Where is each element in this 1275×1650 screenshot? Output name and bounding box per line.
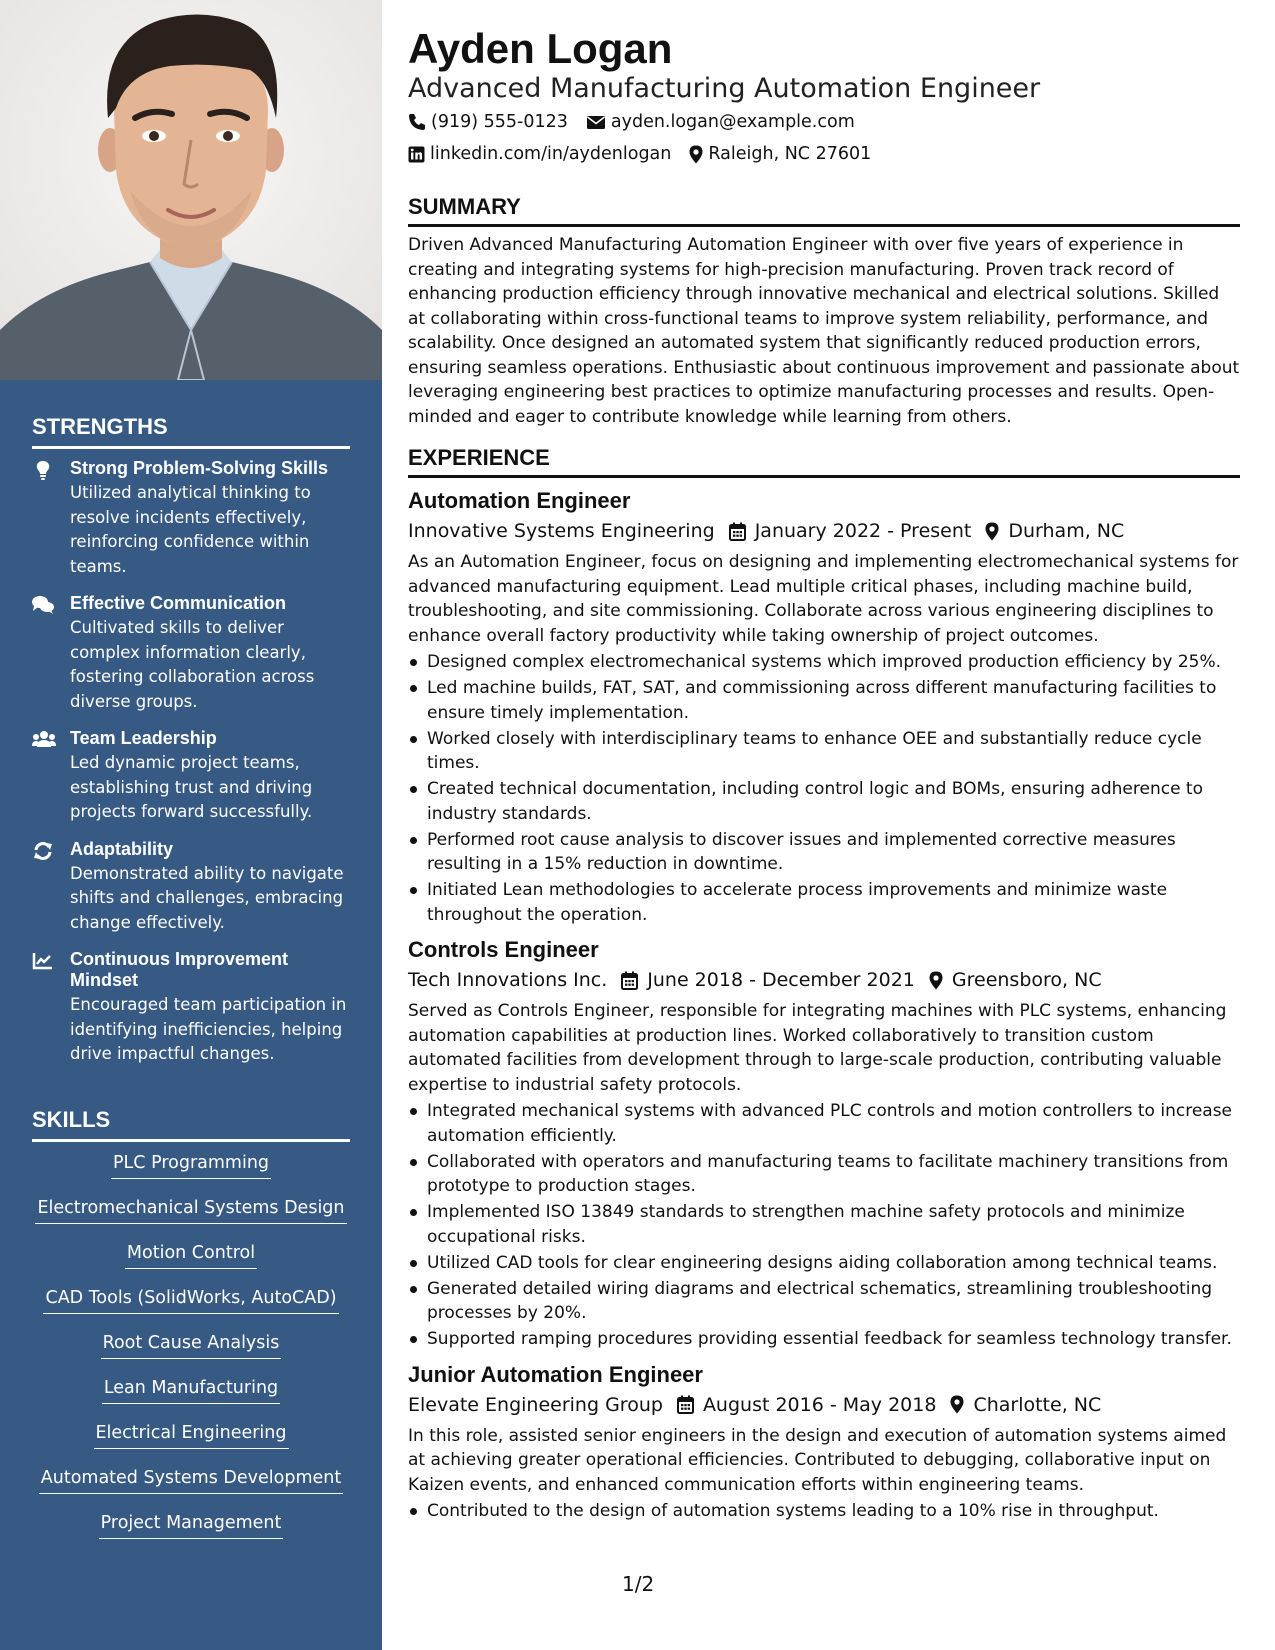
map-marker-icon bbox=[950, 1395, 964, 1414]
job-meta bbox=[408, 1390, 1240, 1420]
bullet-item: Initiated Lean methodologies to accelerate process improvements and minimize waste throughout the operation. bbox=[408, 878, 1240, 927]
page-number: 1/2 bbox=[622, 1572, 655, 1596]
skill-label: Electromechanical Systems Design bbox=[35, 1196, 346, 1224]
skill-label: Project Management bbox=[99, 1511, 284, 1539]
map-marker-icon bbox=[929, 971, 943, 990]
bullet-item: Contributed to the design of automation systems leading to a 10% rise in throughput. bbox=[408, 1499, 1240, 1524]
comments-icon bbox=[32, 595, 54, 615]
bullet-item: Led machine builds, FAT, SAT, and commissioning across different manufacturing facilities to ensure timely implementation. bbox=[408, 676, 1240, 725]
bullet-item: Designed complex electromechanical systems which improved production efficiency by 25%. bbox=[408, 650, 1240, 675]
job-entry bbox=[408, 486, 1240, 927]
experience-heading: EXPERIENCE bbox=[408, 445, 1240, 478]
bullet-item: Created technical documentation, including control logic and BOMs, ensuring adherence to industry standards. bbox=[408, 777, 1240, 826]
calendar-icon bbox=[729, 522, 746, 541]
strengths-list bbox=[32, 458, 352, 1081]
job-meta bbox=[408, 965, 1240, 995]
skills-list bbox=[32, 1151, 350, 1556]
calendar-icon bbox=[677, 1395, 694, 1414]
sync-icon bbox=[32, 841, 54, 861]
strength-item bbox=[32, 949, 352, 1067]
job-entry bbox=[408, 935, 1240, 1352]
bullet-item: Performed root cause analysis to discover issues and implemented corrective measures resulting in a 15% reduction in downtime. bbox=[408, 828, 1240, 877]
job-bullets bbox=[408, 650, 1240, 927]
contact-row bbox=[408, 106, 1240, 138]
bullet-item: Supported ramping procedures providing essential feedback for seamless technology transfer. bbox=[408, 1327, 1240, 1352]
skill-label: Motion Control bbox=[125, 1241, 257, 1269]
bullet-item: Utilized CAD tools for clear engineering designs aiding collaboration among technical teams. bbox=[408, 1251, 1240, 1276]
skill-tag bbox=[32, 1241, 350, 1286]
company-name: Tech Innovations Inc. bbox=[408, 969, 608, 991]
job-title: Automation Engineer bbox=[408, 488, 631, 513]
email-contact[interactable] bbox=[586, 112, 855, 132]
job-location: Durham, NC bbox=[1008, 520, 1125, 542]
job-bullets bbox=[408, 1499, 1240, 1524]
sidebar bbox=[0, 0, 382, 1650]
map-marker-icon bbox=[985, 522, 999, 541]
job-description: As an Automation Engineer, focus on designing and implementing electromechanical systems for advanced manufacturing equipment. Lead multiple critical phases, including machine build, troubleshooting, and site commissioning. Collaborate across various engineering disciplines to enhance overall factory productivity while taking ownership of project outcomes. bbox=[408, 552, 1239, 646]
job-entry bbox=[408, 1360, 1240, 1524]
strength-title: Adaptability bbox=[70, 838, 174, 859]
company-name: Elevate Engineering Group bbox=[408, 1393, 663, 1416]
strength-title: Team Leadership bbox=[70, 728, 217, 748]
strength-item bbox=[32, 728, 352, 825]
skill-tag bbox=[32, 1466, 350, 1511]
phone-text: (919) 555-0123 bbox=[431, 112, 568, 132]
bullet-item: Integrated mechanical systems with advanced PLC controls and motion controllers to increase automation efficiently. bbox=[408, 1099, 1240, 1148]
skill-tag bbox=[32, 1286, 350, 1331]
lightbulb-icon bbox=[32, 460, 54, 480]
skill-tag bbox=[32, 1151, 350, 1196]
profile-photo bbox=[0, 0, 382, 380]
candidate-name: Ayden Logan bbox=[408, 25, 673, 72]
location-text: Raleigh, NC 27601 bbox=[708, 144, 872, 164]
job-location: Charlotte, NC bbox=[973, 1393, 1102, 1416]
map-marker-icon bbox=[689, 145, 703, 164]
skill-label: Automated Systems Development bbox=[39, 1466, 343, 1494]
job-meta bbox=[408, 516, 1240, 546]
skill-tag bbox=[32, 1511, 350, 1556]
location-contact bbox=[689, 144, 871, 164]
email-text: ayden.logan@example.com bbox=[610, 112, 855, 132]
main-content bbox=[408, 24, 1240, 1525]
skill-tag bbox=[32, 1196, 350, 1241]
job-description: Served as Controls Engineer, responsible for integrating machines with PLC systems, enhancing automation capabilities at production lines. Worked collaboratively to transition custom automated facilities from development through to large-scale production, contributing valuable expertise to industrial safety protocols. bbox=[408, 1001, 1227, 1095]
bullet-item: Generated detailed wiring diagrams and electrical schematics, streamlining troubleshooting processes by 20%. bbox=[408, 1277, 1240, 1326]
strength-title: Continuous Improvement Mindset bbox=[70, 949, 289, 990]
strength-title: Strong Problem-Solving Skills bbox=[70, 458, 329, 478]
skill-label: CAD Tools (SolidWorks, AutoCAD) bbox=[43, 1286, 338, 1314]
users-icon bbox=[32, 730, 54, 750]
skill-tag bbox=[32, 1331, 350, 1376]
strength-item bbox=[32, 458, 352, 579]
linkedin-icon bbox=[408, 146, 425, 163]
bullet-item: Collaborated with operators and manufacturing teams to facilitate machinery transitions from prototype to production stages. bbox=[408, 1150, 1240, 1199]
skill-label: PLC Programming bbox=[111, 1151, 271, 1179]
skill-label: Root Cause Analysis bbox=[101, 1331, 282, 1359]
chart-line-icon bbox=[32, 951, 54, 971]
phone-contact[interactable] bbox=[408, 112, 568, 132]
job-location: Greensboro, NC bbox=[951, 969, 1102, 991]
linkedin-text: linkedin.com/in/aydenlogan bbox=[430, 144, 672, 164]
linkedin-contact[interactable] bbox=[408, 144, 671, 164]
job-title: Controls Engineer bbox=[408, 937, 599, 962]
phone-icon bbox=[408, 113, 426, 131]
skill-tag bbox=[32, 1421, 350, 1466]
bullet-item: Worked closely with interdisciplinary teams to enhance OEE and substantially reduce cycle times. bbox=[408, 727, 1240, 776]
summary-heading: SUMMARY bbox=[408, 194, 1240, 227]
job-dates: June 2018 - December 2021 bbox=[647, 969, 915, 991]
calendar-icon bbox=[621, 971, 638, 990]
candidate-title: Advanced Manufacturing Automation Engineer bbox=[408, 73, 1041, 104]
strength-title: Effective Communication bbox=[70, 593, 287, 613]
strength-description: Led dynamic project teams, establishing trust and driving projects forward successfully. bbox=[70, 753, 313, 821]
summary-text: Driven Advanced Manufacturing Automation Engineer with over five years of experience in creating and integrating systems for high-precision manufacturing. Proven track record of enhancing production efficiency through innovative mechanical and electrical solutions. Skilled at collaborating within cross-functional teams to improve system reliability, performance, and scalability. Once designed an automated system that significantly reduced production errors, ensuring seamless operations. Enthusiastic about continuous improvement and passionate about leveraging engineering best practices to optimize manufacturing processes and results. Open-minded and eager to contribute knowledge while learning from others. bbox=[408, 235, 1240, 427]
strength-description: Demonstrated ability to navigate shifts and challenges, embracing change effectively. bbox=[70, 863, 344, 932]
strength-description: Cultivated skills to deliver complex information clearly, fostering collaboration across diverse groups. bbox=[70, 618, 315, 711]
envelope-icon bbox=[586, 114, 606, 130]
strength-description: Utilized analytical thinking to resolve incidents effectively, reinforcing confidence within teams. bbox=[70, 483, 311, 576]
skill-label: Lean Manufacturing bbox=[102, 1376, 280, 1404]
bullet-item: Implemented ISO 13849 standards to strengthen machine safety protocols and minimize occupational risks. bbox=[408, 1200, 1240, 1249]
job-bullets bbox=[408, 1099, 1240, 1352]
job-dates: August 2016 - May 2018 bbox=[702, 1393, 937, 1416]
skills-heading: SKILLS bbox=[32, 1107, 350, 1142]
strength-description: Encouraged team participation in identifying inefficiencies, helping drive impactful changes. bbox=[70, 995, 347, 1063]
company-name: Innovative Systems Engineering bbox=[408, 520, 715, 542]
contact-row bbox=[408, 138, 1240, 170]
job-description: In this role, assisted senior engineers in the design and execution of automation systems aimed at achieving greater operational efficiencies. Contributed to debugging, collaborative input on Kaizen events, and enhanced communication efforts within engineering teams. bbox=[408, 1425, 1227, 1495]
skill-tag bbox=[32, 1376, 350, 1421]
strengths-heading: STRENGTHS bbox=[32, 414, 350, 449]
job-title: Junior Automation Engineer bbox=[408, 1361, 703, 1387]
job-dates: January 2022 - Present bbox=[754, 520, 972, 542]
strength-item bbox=[32, 593, 352, 714]
skill-label: Electrical Engineering bbox=[94, 1421, 289, 1449]
strength-item bbox=[32, 839, 352, 936]
